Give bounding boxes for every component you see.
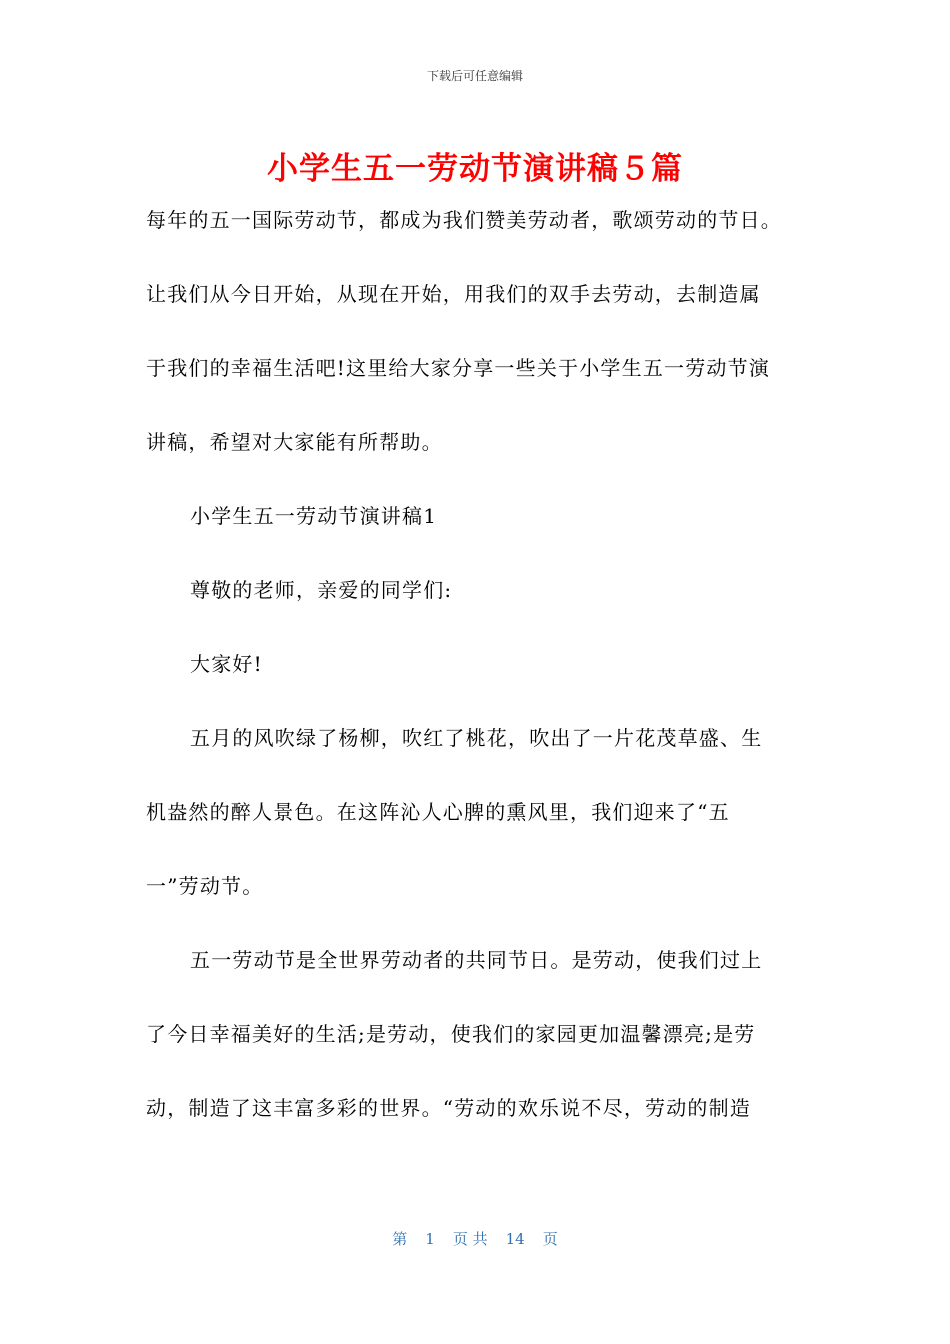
body-line: 机盎然的醉人景色。在这阵沁人心脾的熏风里，我们迎来了“五 xyxy=(146,800,730,824)
body-line: 于我们的幸福生活吧!这里给大家分享一些关于小学生五一劳动节演 xyxy=(146,356,771,380)
header-note: 下载后可任意编辑 xyxy=(426,69,523,83)
body-line: 讲稿，希望对大家能有所帮助。 xyxy=(146,430,443,454)
section-heading: 小学生五一劳动节演讲稿1 xyxy=(190,504,438,528)
salutation: 尊敬的老师，亲爱的同学们: xyxy=(190,578,453,602)
current-page-number: 1 xyxy=(425,1230,435,1248)
document-title: 小学生五一劳动节演讲稿５篇 xyxy=(267,151,683,187)
page-prefix: 第 xyxy=(392,1230,408,1248)
document-body xyxy=(146,196,816,1158)
body-line: 五月的风吹绿了杨柳，吹红了桃花，吹出了一片花茂草盛、生 xyxy=(190,726,763,750)
body-line: 动，制造了这丰富多彩的世界。“劳动的欢乐说不尽，劳动的制造 xyxy=(146,1096,752,1120)
body-line: 让我们从今日开始，从现在开始，用我们的双手去劳动，去制造属 xyxy=(146,282,761,306)
page-mid: 页 共 xyxy=(452,1230,488,1248)
body-line: 了今日幸福美好的生活;是劳动，使我们的家园更加温馨漂亮;是劳 xyxy=(146,1022,756,1046)
page-footer xyxy=(0,1228,950,1249)
page-suffix: 页 xyxy=(542,1230,558,1248)
total-pages-number: 14 xyxy=(505,1230,525,1248)
body-line: 五一劳动节是全世界劳动者的共同节日。是劳动，使我们过上 xyxy=(190,948,763,972)
body-line: 每年的五一国际劳动节，都成为我们赞美劳动者，歌颂劳动的节日。 xyxy=(146,208,782,232)
body-line: 一”劳动节。 xyxy=(146,874,264,898)
greeting: 大家好! xyxy=(190,652,263,676)
